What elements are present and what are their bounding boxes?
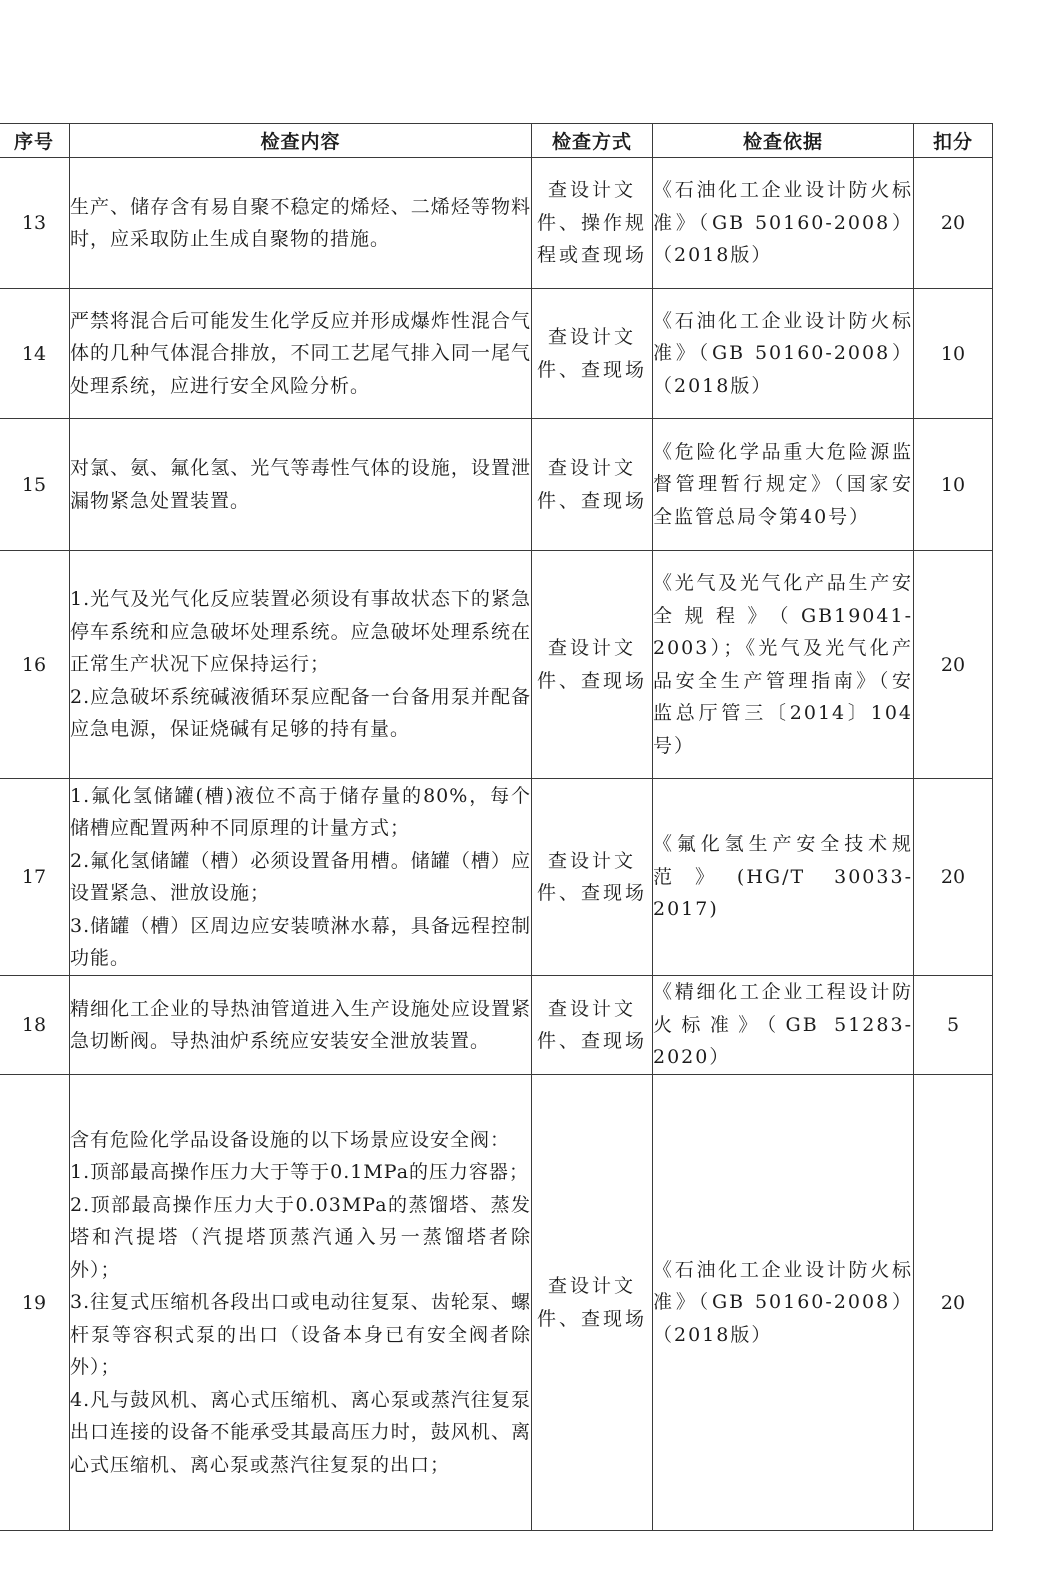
basis-text: 《氟化氢生产安全技术规范》(HG/T 30033-2017) [653,833,913,921]
row-content [70,779,532,976]
content-text: 含有危险化学品设备设施的以下场景应设安全阀： 1.顶部最高操作压力大于等于0.1MPa的压力容器； 2.顶部最高操作压力大于0.03MPa的蒸馏塔、蒸发塔和汽提塔（汽提塔顶蒸汽通入另一蒸馏塔者除外）； 3.往复式压缩机各段出口或电动往复泵、齿轮泵、螺杆泵等容积式泵的出口（设备本身已有安全阀者除外）； 4.凡与鼓风机、离心式压缩机、离心泵或蒸汽往复泵出口连接的设备不能承受其最高压力时，鼓风机、离心式压缩机、离心泵或蒸汽往复泵的出口； [70,1128,531,1476]
table-row [0,289,993,419]
method-text: 查设计文件、查现场 [536,849,647,904]
inspection-table [0,123,993,1531]
basis-text: 《精细化工企业工程设计防火标准》（GB 51283-2020） [653,981,913,1069]
method-text: 查设计文件、查现场 [536,457,647,512]
row-method [532,1075,653,1531]
row-number: 18 [0,976,70,1075]
content-text: 生产、储存含有易自聚不稳定的烯烃、二烯烃等物料时，应采取防止生成自聚物的措施。 [70,195,531,250]
method-text: 查设计文件、查现场 [536,637,647,692]
header-content: 检查内容 [70,124,532,158]
row-method [532,779,653,976]
table-row [0,1075,993,1531]
method-text: 查设计文件、查现场 [536,1275,647,1330]
row-score: 10 [914,419,993,551]
row-method [532,158,653,289]
header-method: 检查方式 [532,124,653,158]
content-text: 严禁将混合后可能发生化学反应并形成爆炸性混合气体的几种气体混合排放，不同工艺尾气排入同一尾气处理系统，应进行安全风险分析。 [70,309,531,397]
method-text: 查设计文件、查现场 [536,997,647,1052]
row-basis [653,779,914,976]
row-number: 19 [0,1075,70,1531]
table-row [0,419,993,551]
table-header-row [0,124,993,158]
row-content [70,419,532,551]
row-basis [653,289,914,419]
row-score: 20 [914,1075,993,1531]
content-text: 1.氟化氢储罐(槽)液位不高于储存量的80%，每个储槽应配置两种不同原理的计量方式； 2.氟化氢储罐（槽）必须设置备用槽。储罐（槽）应设置紧急、泄放设施； 3.储罐（槽）区周边应安装喷淋水幕，具备远程控制功能。 [70,784,531,969]
basis-text: 《光气及光气化产品生产安全规程》（GB19041-2003）；《光气及光气化产品安全生产管理指南》（安监总厅管三〔2014〕104号） [653,572,913,757]
row-score: 20 [914,551,993,779]
row-number: 17 [0,779,70,976]
basis-text: 《石油化工企业设计防火标准》（GB 50160-2008）（2018版） [653,179,913,267]
header-basis: 检查依据 [653,124,914,158]
table-row [0,976,993,1075]
basis-text: 《危险化学品重大危险源监督管理暂行规定》（国家安全监管总局令第40号） [653,440,913,528]
header-score: 扣分 [914,124,993,158]
row-number: 15 [0,419,70,551]
row-content [70,1075,532,1531]
method-text: 查设计文件、操作规程或查现场 [536,179,647,267]
row-content [70,289,532,419]
row-basis [653,551,914,779]
row-method [532,976,653,1075]
row-score: 10 [914,289,993,419]
table-row [0,779,993,976]
basis-text: 《石油化工企业设计防火标准》（GB 50160-2008）（2018版） [653,1258,913,1346]
row-number: 14 [0,289,70,419]
row-score: 20 [914,779,993,976]
basis-text: 《石油化工企业设计防火标准》（GB 50160-2008）（2018版） [653,309,913,397]
row-basis [653,158,914,289]
table-row [0,158,993,289]
row-method [532,419,653,551]
table-row [0,551,993,779]
row-number: 13 [0,158,70,289]
row-content [70,158,532,289]
row-method [532,289,653,419]
row-content [70,551,532,779]
row-number: 16 [0,551,70,779]
content-text: 1.光气及光气化反应装置必须设有事故状态下的紧急停车系统和应急破坏处理系统。应急破坏处理系统在正常生产状况下应保持运行； 2.应急破坏系统碱液循环泵应配备一台备用泵并配备应急电源，保证烧碱有足够的持有量。 [70,588,531,741]
row-content [70,976,532,1075]
row-method [532,551,653,779]
row-basis [653,976,914,1075]
content-text: 精细化工企业的导热油管道进入生产设施处应设置紧急切断阀。导热油炉系统应安装安全泄放装置。 [70,997,531,1052]
header-no: 序号 [0,124,70,158]
row-score: 5 [914,976,993,1075]
row-basis [653,1075,914,1531]
row-score: 20 [914,158,993,289]
content-text: 对氯、氨、氟化氢、光气等毒性气体的设施，设置泄漏物紧急处置装置。 [70,457,531,512]
row-basis [653,419,914,551]
method-text: 查设计文件、查现场 [536,326,647,381]
